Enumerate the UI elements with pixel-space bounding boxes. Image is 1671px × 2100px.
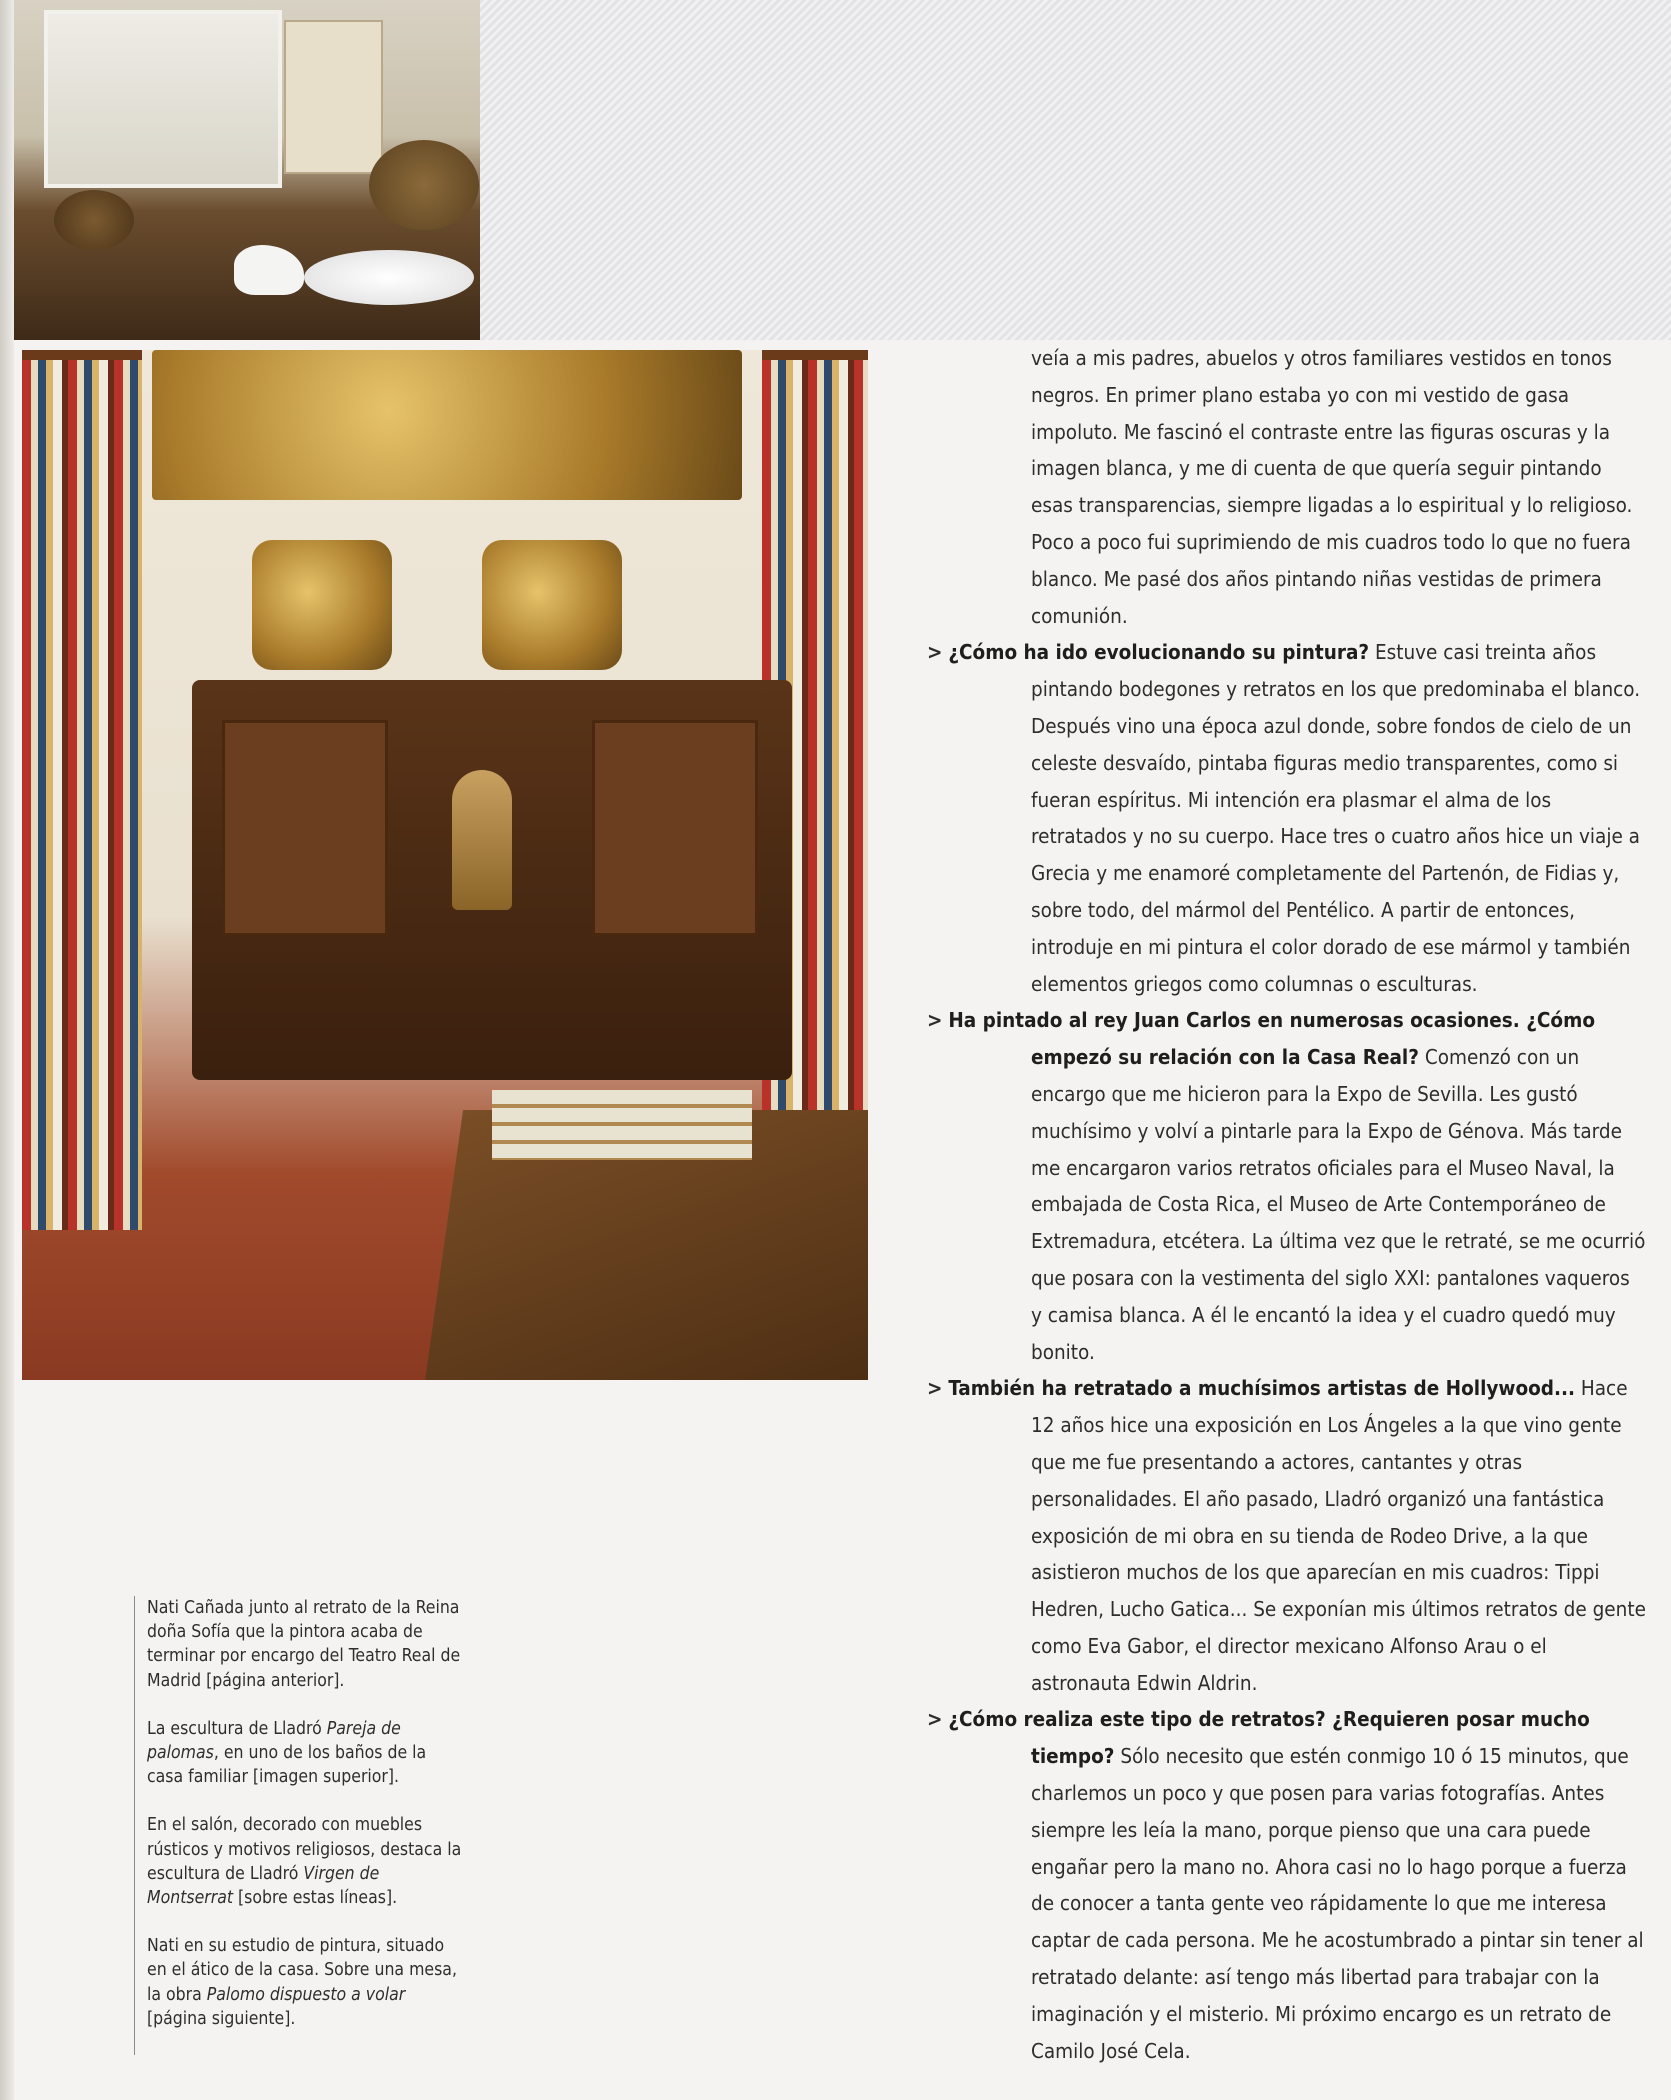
artwork-title: Virgen de Montserrat [147,1863,380,1909]
gilded-carving [482,540,622,670]
qa-paragraph [910,634,1646,1002]
page-edge [0,0,14,2100]
dove-sculpture [234,245,304,295]
answer-text: Hace 12 años hice una exposición en Los Ángeles a la que vino gente que me fue presentando a actores, cantantes y otras personalidades. El año pasado, Lladró organizó una fantástica exposición de mi obra en su tienda de Rodeo Drive, a la que asistieron muchos de los que aparecían en mis cuadros: Tippi Hedren, Lucho Gatica... Se exponían mis últimos retratos de gente como Eva Gabor, el director mexicano Alfonso Arau o el astronauta Edwin Aldrin. [1031,1376,1646,1695]
caption-text: Nati en su estudio de pintura, situado en el ático de la casa. Sobre una mesa, la obra [147,1936,457,2005]
caption-text: [sobre estas líneas]. [233,1888,398,1909]
answer-paragraph [910,340,1646,634]
living-room-photo [22,350,868,1380]
caption-text: En el salón, decorado con muebles rústicos y motivos religiosos, destaca la escultura de Lladró [147,1815,462,1884]
interview-text [910,340,1646,2069]
qa-block [927,634,1646,1002]
answer-text: Comenzó con un encargo que me hicieron para la Expo de Sevilla. Les gustó muchísimo y volví a pintarle para la Expo de Génova. Más tarde me encargaron varios retratos oficiales para el Museo Naval, la embajada de Costa Rica, el Museo de Arte Contemporáneo de Extremadura, etcétera. La última vez que le retraté, se me ocurrió que posara con la vestimenta del siglo XXI: pantalones vaqueros y camisa blanca. A él le encantó la idea y el cuadro quedó muy bonito. [1031,1045,1646,1364]
caption-text: La escultura de Lladró [147,1718,327,1739]
question-text: Ha pintado al rey Juan Carlos en numerosas ocasiones. ¿Cómo empezó su relación con la Casa Real? [948,1008,1595,1070]
gilded-carving [252,540,392,670]
qa-block [927,1701,1646,2069]
background-texture [480,0,1671,340]
caption-text: [página siguiente]. [147,2008,296,2029]
question-text: ¿Cómo ha ido evolucionando su pintura? [948,640,1370,665]
answer-text: Sólo necesito que estén conmigo 10 ó 15 minutos, que charlemos un poco y que posen para varias fotografías. Antes siempre les leía la mano, porque pienso que una cara puede engañar pero la mano no. Ahora casi no lo hago porque a fuerza de conocer a tanta gente veo rápidamente lo que me interesa captar de cada persona. Me he acostumbrado a pintar sin tener al retratado delante: así tengo más libertad para trabajar con la imaginación y el misterio. Mi próximo encargo es un retrato de Camilo José Cela. [1031,1744,1644,2063]
answer-text: veía a mis padres, abuelos y otros familiares vestidos en tonos negros. En primer plano estaba yo con mi vestido de gasa impoluto. Me fascinó el contraste entre las figuras oscuras y la imagen blanca, y me di cuenta de que quería seguir pintando esas transparencias, siempre ligadas a lo espiritual y lo religioso. Poco a poco fui suprimiendo de mis cuadros todo lo que no fuera blanco. Me pasé dos años pintando niñas vestidas de primera comunión. [1031,346,1633,628]
dried-flowers [369,140,479,230]
artwork-title: Pareja de palomas [147,1718,401,1764]
question-text: ¿Cómo realiza este tipo de retratos? ¿Requieren posar mucho tiempo? [948,1707,1590,1769]
bathroom-photo [14,0,480,340]
sink [304,250,474,305]
question-marker: > [927,1008,943,1033]
qa-paragraph [910,1370,1646,1701]
bench-panel [592,720,758,936]
caption [147,1934,467,2031]
gilded-altarpiece [152,350,742,500]
caption [147,1596,467,1693]
caption-text: Nati Cañada junto al retrato de la Reina doña Sofía que la pintora acaba de terminar por encargo del Teatro Real de Madrid [página anterior]. [147,1598,461,1691]
answer-text: Estuve casi treinta años pintando bodegones y retratos en los que predominaba el blanco. Después vino una época azul donde, sobre fondos de cielo de un celeste desvaído, pintaba figuras medio transparentes, como si fueran espíritus. Mi intención era plasmar el alma de los retratados y no su cuerpo. Hace tres o cuatro años hice un viaje a Grecia y me enamoré completamente del Partenón, de Fidias y, sobre todo, del mármol del Pentélico. A partir de entonces, introduje en mi pintura el color dorado de ese mármol y también elementos griegos como columnas o esculturas. [1031,640,1641,996]
caption [147,1717,467,1790]
question-marker: > [927,1376,943,1401]
qa-block [927,1370,1646,1701]
question-marker: > [927,640,943,665]
qa-block [927,1002,1646,1370]
caption [147,1813,467,1910]
book-stack [492,1090,752,1160]
question-text: También ha retratado a muchísimos artistas de Hollywood... [948,1376,1576,1401]
artwork-title: Palomo dispuesto a volar [206,1984,406,2005]
photo-captions [134,1596,467,2055]
dried-flowers [54,190,134,250]
bookshelf-left [22,350,142,1230]
qa-paragraph [910,1701,1646,2069]
qa-paragraph [910,1002,1646,1370]
window [44,10,282,188]
bench-panel [222,720,388,936]
question-marker: > [927,1707,943,1732]
caption-text: , en uno de los baños de la casa familiar [imagen superior]. [147,1743,427,1788]
virgin-statue [452,770,512,910]
framed-sketch [284,20,383,174]
